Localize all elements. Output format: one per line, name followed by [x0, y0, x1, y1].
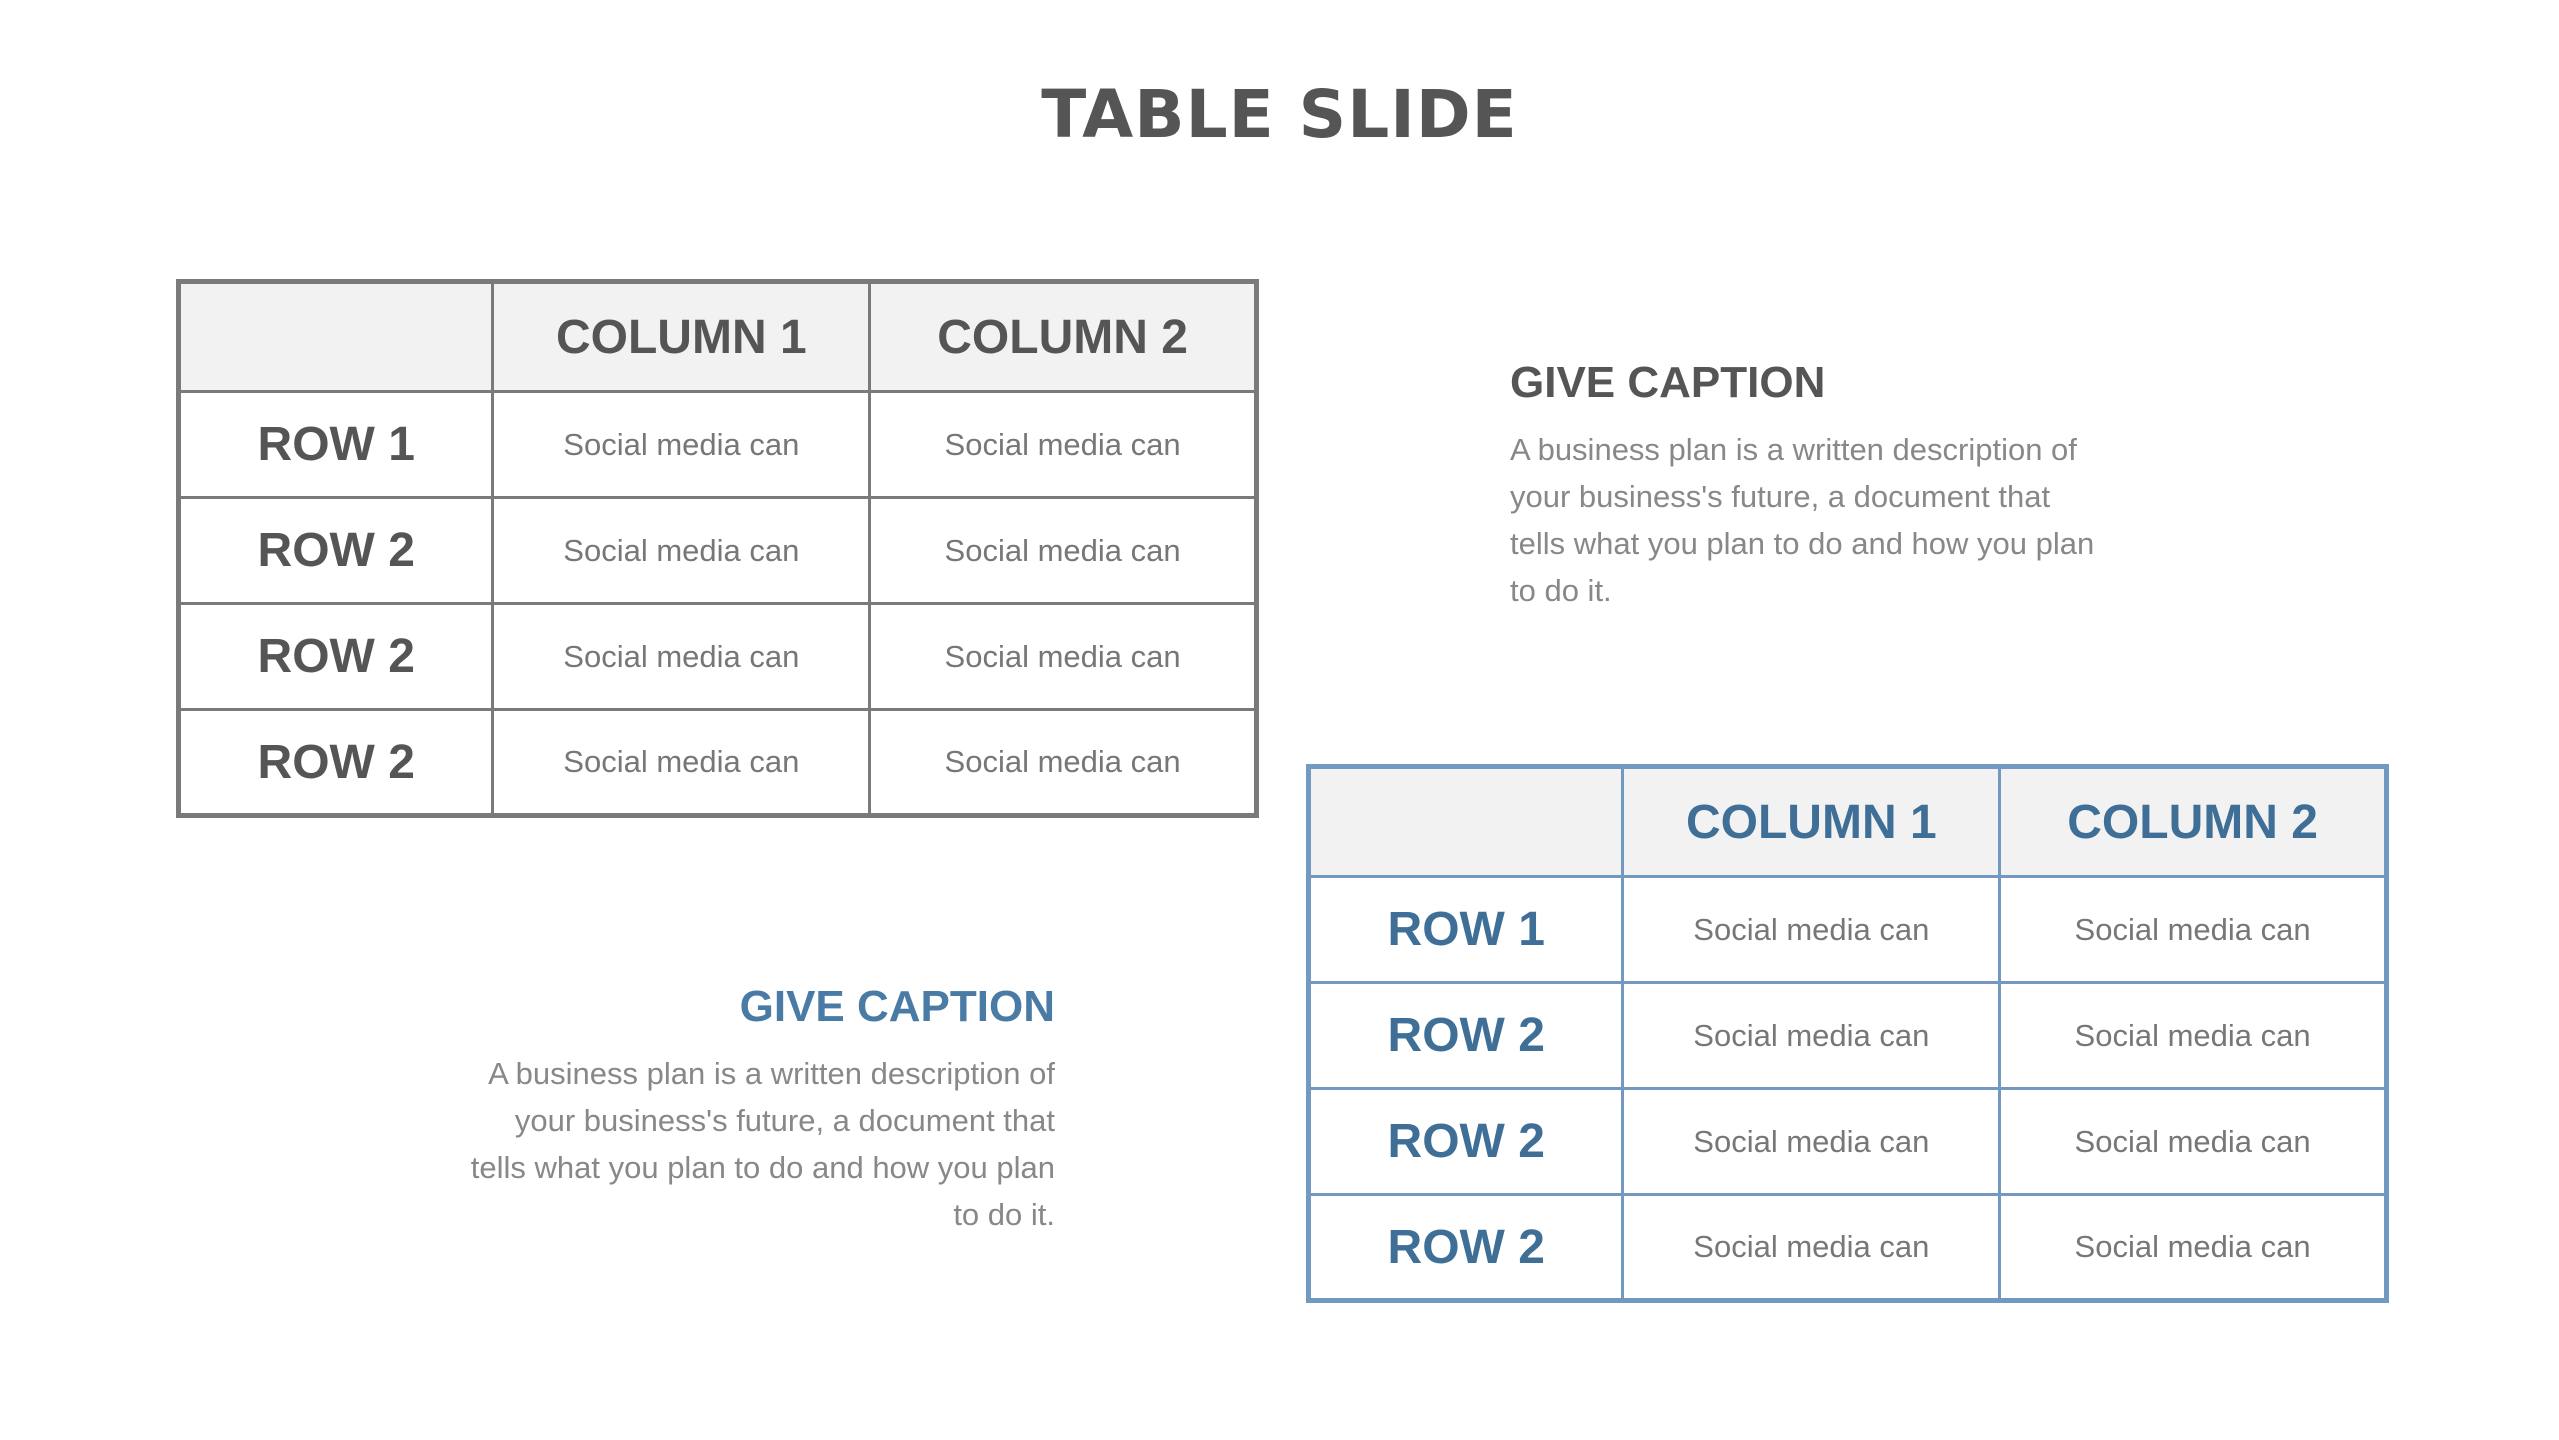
table-row [1309, 983, 2387, 1089]
caption-title: GIVE CAPTION [739, 982, 1055, 1031]
table-gray [176, 279, 1259, 818]
row-label: ROW 2 [1309, 1195, 1623, 1301]
caption-line: to do it. [953, 1197, 1055, 1232]
table-row [179, 392, 1257, 498]
header-column-1: COLUMN 1 [1623, 767, 2000, 877]
caption-top [1510, 358, 2150, 614]
header-corner-cell [179, 282, 493, 392]
caption-line: tells what you plan to do and how you plan [1510, 526, 2095, 561]
table-cell: Social media can [493, 604, 870, 710]
header-column-1: COLUMN 1 [493, 282, 870, 392]
table-header-row [1309, 767, 2387, 877]
table-cell: Social media can [870, 498, 1257, 604]
caption-line: A business plan is a written description of [488, 1056, 1055, 1091]
row-label: ROW 2 [1309, 1089, 1623, 1195]
row-label: ROW 2 [179, 710, 493, 816]
table-row [179, 710, 1257, 816]
table-row [1309, 877, 2387, 983]
table-header-row [179, 282, 1257, 392]
table-cell: Social media can [2000, 877, 2387, 983]
caption-title: GIVE CAPTION [1510, 358, 1826, 407]
header-corner-cell [1309, 767, 1623, 877]
table-cell: Social media can [870, 392, 1257, 498]
slide-title: TABLE SLIDE [1041, 76, 1518, 153]
table-cell: Social media can [870, 604, 1257, 710]
row-label: ROW 1 [179, 392, 493, 498]
caption-line: your business's future, a document that [514, 1103, 1055, 1138]
table-row [1309, 1195, 2387, 1301]
row-label: ROW 2 [1309, 983, 1623, 1089]
header-column-2: COLUMN 2 [2000, 767, 2387, 877]
table-cell: Social media can [1623, 1195, 2000, 1301]
table-blue [1306, 764, 2389, 1303]
caption-body [1510, 426, 2150, 614]
table-cell: Social media can [493, 498, 870, 604]
row-label: ROW 2 [179, 604, 493, 710]
table-row [1309, 1089, 2387, 1195]
table-cell: Social media can [493, 392, 870, 498]
table-cell: Social media can [870, 710, 1257, 816]
caption-body [430, 1050, 1055, 1238]
table-cell: Social media can [493, 710, 870, 816]
table-row [179, 604, 1257, 710]
caption-bottom [430, 982, 1055, 1238]
table-cell: Social media can [2000, 983, 2387, 1089]
table-cell: Social media can [2000, 1195, 2387, 1301]
caption-line: to do it. [1510, 573, 1612, 608]
caption-line: A business plan is a written description of [1510, 432, 2077, 467]
header-column-2: COLUMN 2 [870, 282, 1257, 392]
table-cell: Social media can [1623, 877, 2000, 983]
row-label: ROW 1 [1309, 877, 1623, 983]
row-label: ROW 2 [179, 498, 493, 604]
table-row [179, 498, 1257, 604]
table-cell: Social media can [2000, 1089, 2387, 1195]
caption-line: your business's future, a document that [1510, 479, 2051, 514]
table-cell: Social media can [1623, 1089, 2000, 1195]
table-cell: Social media can [1623, 983, 2000, 1089]
caption-line: tells what you plan to do and how you plan [470, 1150, 1055, 1185]
